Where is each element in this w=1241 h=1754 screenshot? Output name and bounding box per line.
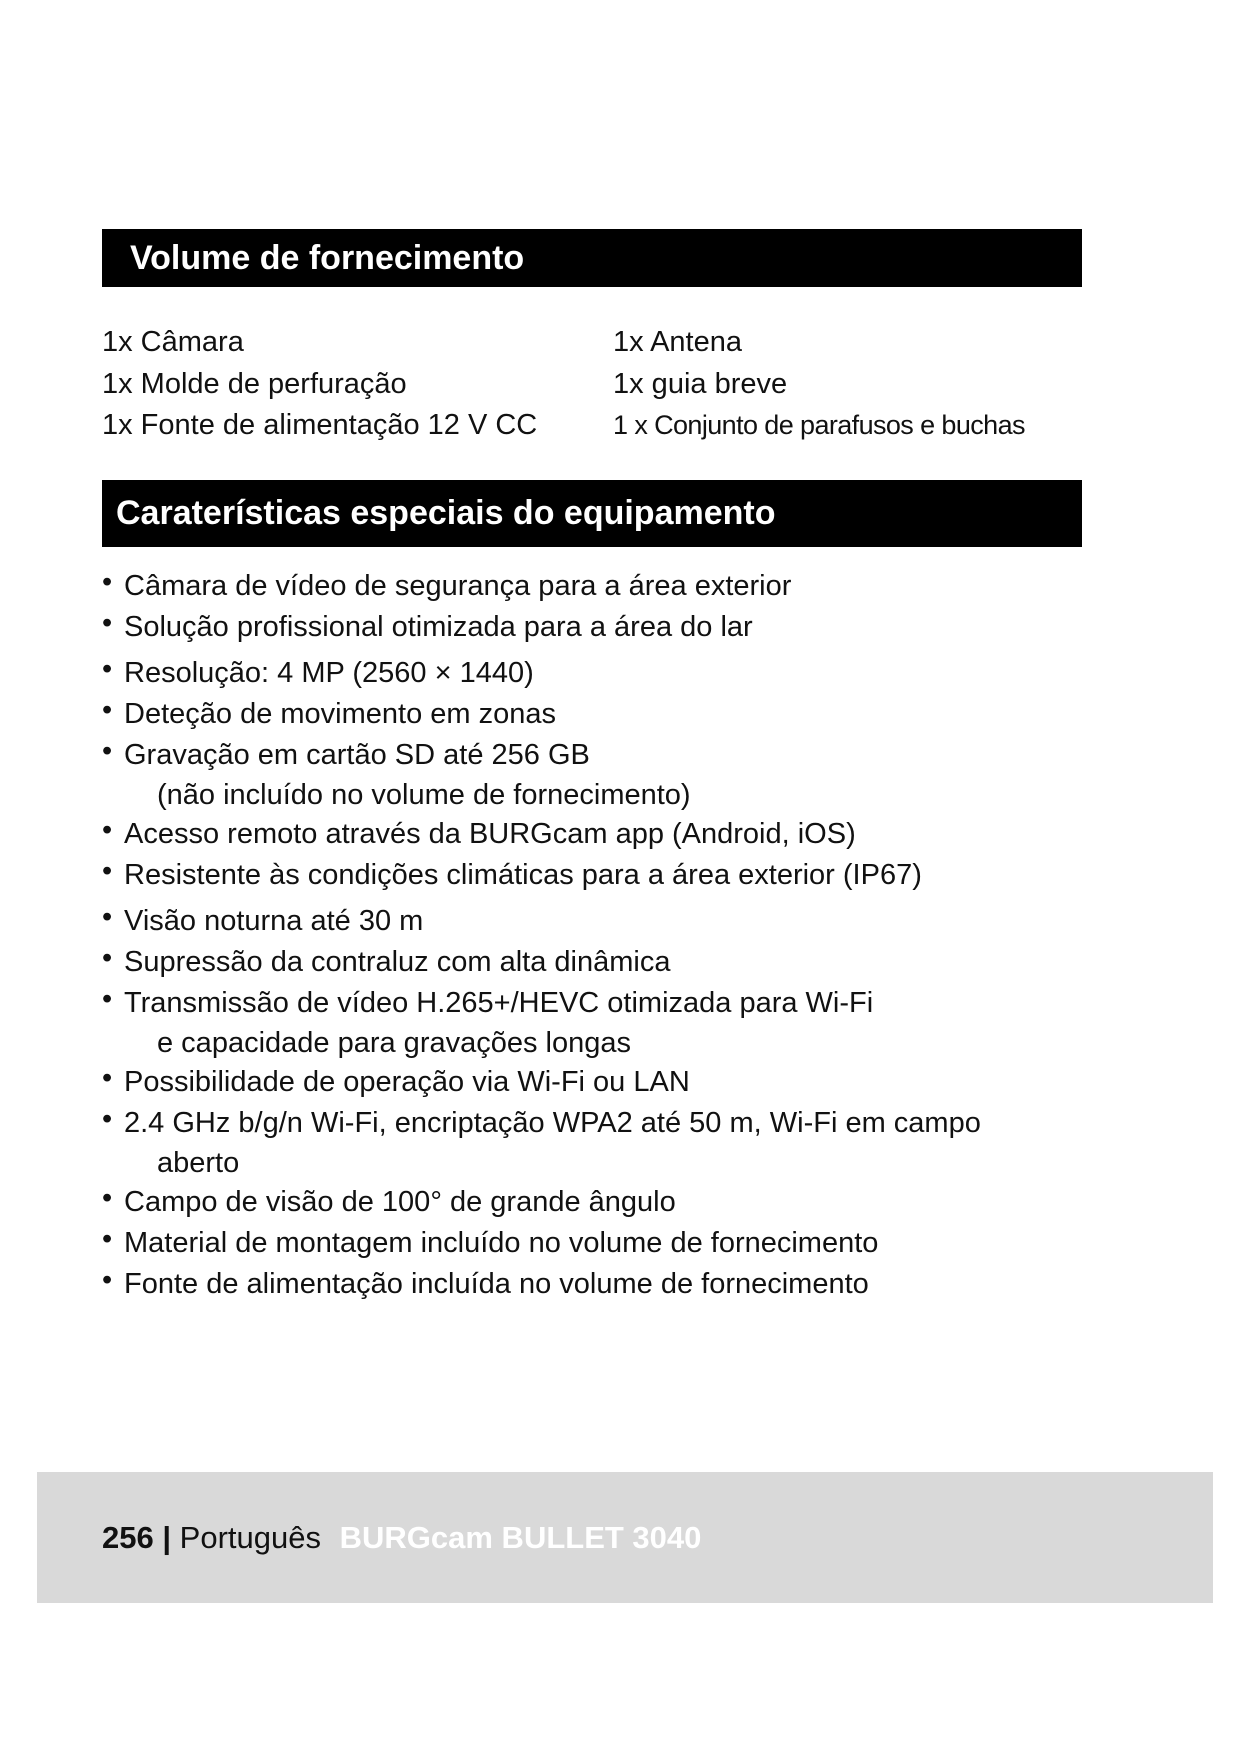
supply-item: 1x Fonte de alimentação 12 V CC: [102, 409, 538, 441]
feature-item: • Transmissão de vídeo H.265+/HEVC otimizada para Wi-Fi e capacidade para gravações longas: [102, 983, 874, 1059]
bullet-icon: •: [102, 855, 113, 887]
feature-item: • Câmara de vídeo de segurança para a área exterior: [102, 566, 792, 602]
bullet-icon: •: [102, 653, 113, 685]
bullet-icon: •: [102, 983, 113, 1015]
bullet-icon: •: [102, 607, 113, 639]
footer-separator: |: [162, 1520, 172, 1555]
bullet-icon: •: [102, 1062, 113, 1094]
feature-item: • Acesso remoto através da BURGcam app (Android, iOS): [102, 814, 856, 850]
footer-language: Português: [179, 1520, 321, 1555]
supply-item: 1x Câmara: [102, 326, 244, 358]
footer-content: [102, 1520, 701, 1556]
feature-item: • Deteção de movimento em zonas: [102, 694, 556, 730]
supply-item: 1x Antena: [613, 326, 742, 358]
feature-item: • Resistente às condições climáticas para a área exterior (IP67): [102, 855, 922, 891]
bullet-icon: •: [102, 735, 113, 767]
supply-list-left: [102, 322, 537, 447]
feature-item: • 2.4 GHz b/g/n Wi-Fi, encriptação WPA2 até 50 m, Wi-Fi em campo aberto: [102, 1103, 981, 1179]
feature-item: • Fonte de alimentação incluída no volume de fornecimento: [102, 1264, 869, 1300]
supply-list-right: [613, 322, 1025, 447]
bullet-icon: •: [102, 1223, 113, 1255]
feature-item: • Visão noturna até 30 m: [102, 901, 424, 937]
bullet-icon: •: [102, 814, 113, 846]
bullet-icon: •: [102, 566, 113, 598]
bullet-icon: •: [102, 694, 113, 726]
bullet-icon: •: [102, 942, 113, 974]
footer-product-name: BURGcam BULLET 3040: [339, 1520, 702, 1555]
feature-item: • Possibilidade de operação via Wi-Fi ou LAN: [102, 1062, 690, 1098]
bullet-icon: •: [102, 1182, 113, 1214]
feature-item: • Resolução: 4 MP (2560 × 1440): [102, 653, 534, 689]
section-title: Volume de fornecimento: [130, 238, 525, 277]
feature-item: • Material de montagem incluído no volume de fornecimento: [102, 1223, 879, 1259]
feature-item: • Gravação em cartão SD até 256 GB (não incluído no volume de fornecimento): [102, 735, 691, 811]
section-title: Caraterísticas especiais do equipamento: [116, 494, 776, 532]
bullet-icon: •: [102, 901, 113, 933]
section-heading-supply: [102, 229, 1082, 287]
feature-item: • Supressão da contraluz com alta dinâmica: [102, 942, 671, 978]
supply-item: 1x guia breve: [613, 367, 788, 400]
features-list: [102, 566, 1082, 1305]
bullet-icon: •: [102, 1103, 113, 1135]
feature-item: • Campo de visão de 100° de grande ângulo: [102, 1182, 676, 1218]
page-number: 256: [102, 1520, 154, 1555]
section-heading-features: [102, 480, 1082, 547]
bullet-icon: •: [102, 1264, 113, 1296]
supply-item: 1x Molde de perfuração: [102, 367, 407, 400]
feature-item: • Solução profissional otimizada para a área do lar: [102, 607, 753, 643]
page-footer: [37, 1472, 1213, 1603]
supply-item: 1 x Conjunto de parafusos e buchas: [613, 410, 1025, 440]
